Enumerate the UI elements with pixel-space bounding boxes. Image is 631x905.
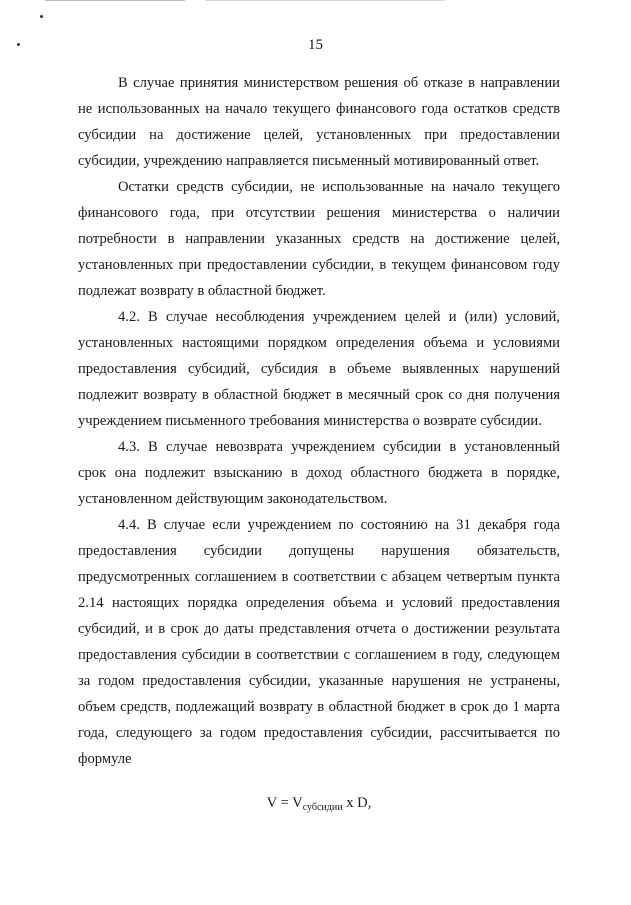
scan-artifact-line: [45, 0, 185, 1]
page-number: 15: [308, 37, 323, 53]
paragraph: 4.4. В случае если учреждением по состоянию на 31 декабря года предоставления субсидии допущены нарушения обязательств, предусмотренных соглашением в соответствии с абзацем четвертым пункта 2.14 настоящих порядка определения объема и условий предоставления субсидий, и в срок до даты представления отчета о достижении результата предоставления субсидии в соответствии с соглашением в году, следующем за годом предоставления субсидии, указанные нарушения не устранены, объем средств, подлежащий возврату в областной бюджет в срок до 1 марта года, следующего за годом предоставления субсидии, рассчитывается по формуле: [78, 517, 560, 767]
paragraph: 4.3. В случае невозврата учреждением субсидии в установленный срок она подлежит взысканию в доход областного бюджета в порядке, установленном действующим законодательством.: [78, 439, 560, 507]
formula: [78, 790, 560, 821]
paragraph: В случае принятия министерством решения об отказе в направлении не использованных на начало текущего финансового года остатков средств субсидии на достижение целей, установленных при предоставлении субсидии, учреждению направляется письменный мотивированный ответ.: [78, 75, 560, 169]
scan-artifact-line: [205, 0, 445, 1]
formula-subscript: субсидии: [302, 802, 343, 813]
formula-rhs: x D,: [342, 795, 372, 811]
document-body: [78, 70, 560, 821]
formula-lhs: V = V: [266, 795, 303, 811]
scan-speck: [40, 15, 43, 18]
paragraph: Остатки средств субсидии, не использованные на начало текущего финансового года, при отсутствии решения министерства о наличии потребности в направлении указанных средств на достижение целей, установленных при предоставлении субсидии, в текущем финансовом году подлежат возврату в областной бюджет.: [78, 179, 560, 299]
paragraph: 4.2. В случае несоблюдения учреждением целей и (или) условий, установленных настоящими порядком определения объема и условиями предоставления субсидий, субсидия в объеме выявленных нарушений подлежит возврату в областной бюджет в месячный срок со дня получения учреждением письменного требования министерства о возврате субсидии.: [78, 309, 560, 429]
